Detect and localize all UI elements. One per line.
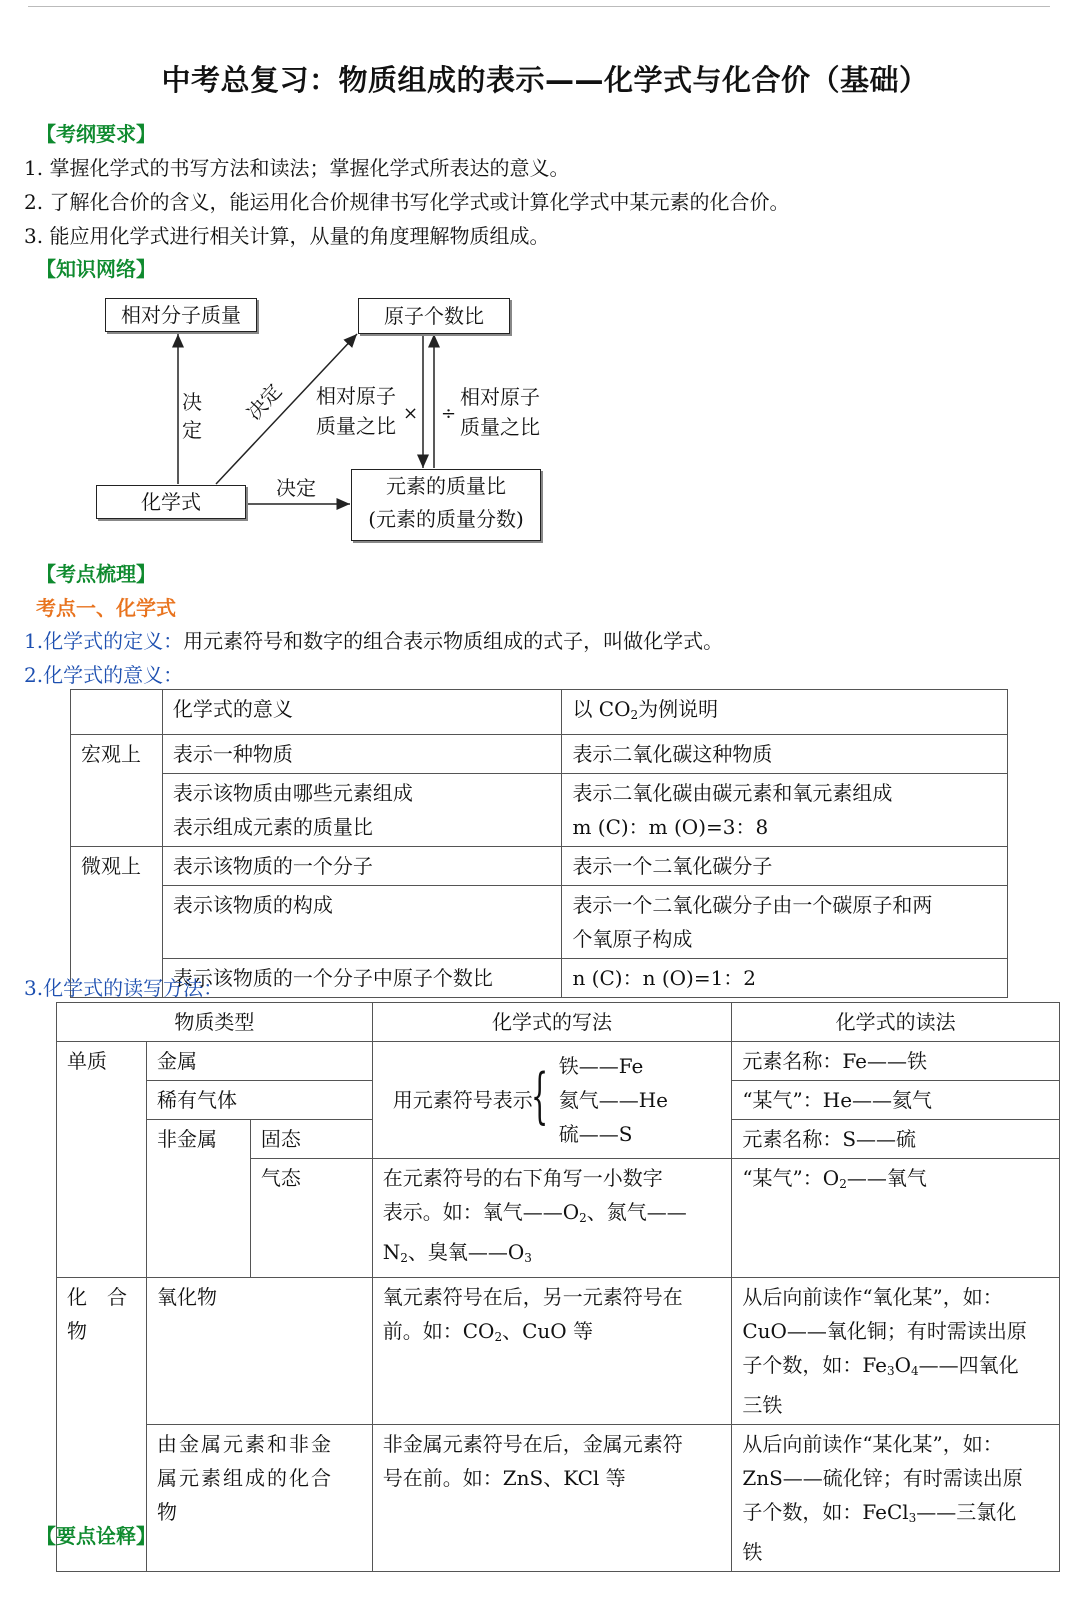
- table-row: [71, 690, 1008, 735]
- page-title: 中考总复习：物质组成的表示——化学式与化合价（基础）: [161, 63, 929, 97]
- definition-heading: 1.化学式的定义：: [24, 629, 184, 653]
- label-multiply-line1: 相对原子: [316, 384, 396, 408]
- definition-text: 用元素符号和数字的组合表示物质组成的式子，叫做化学式。: [183, 629, 724, 653]
- simple-label: 单质: [57, 1042, 147, 1278]
- table-cell: 表示该物质的一个分子中原子个数比: [162, 959, 562, 998]
- readwrite-table: [56, 1002, 1060, 1572]
- example-header: 以 CO2为例说明: [562, 690, 1008, 735]
- noble-label: 稀有气体: [146, 1081, 372, 1120]
- box-element-mass-ratio: [351, 469, 541, 541]
- metal-nonmetal-label: 由金属元素和非金 属元素组成的化合 物: [146, 1425, 372, 1572]
- readwrite-heading: 3.化学式的读写方法：: [24, 976, 224, 1000]
- header-write: 化学式的写法: [372, 1003, 732, 1042]
- oxide-label: 氧化物: [146, 1278, 372, 1425]
- section-outline: 【考纲要求】: [36, 122, 156, 146]
- element-mass-ratio-line2: (元素的质量分数): [368, 507, 524, 531]
- table-row: [57, 1003, 1060, 1042]
- symbol-representation: 用元素符号表示 { 铁——Fe 氦气——He 硫——S: [372, 1042, 732, 1159]
- read-he: “某气”：He——氦气: [732, 1081, 1060, 1120]
- label-multiply-line2: 质量之比: [316, 414, 396, 438]
- table-row: [71, 847, 1008, 886]
- table-row: [57, 1042, 1060, 1081]
- metal-nonmetal-write: 非金属元素符号在后，金属元素符 号在前。如：ZnS、KCl 等: [372, 1425, 732, 1572]
- box-relative-molecular-mass: 相对分子质量: [105, 298, 257, 332]
- table-cell: 表示二氧化碳由碳元素和氧元素组成 m (C)：m (O)=3：8: [562, 774, 1008, 847]
- label-divide-line2: 质量之比: [460, 415, 540, 439]
- gas-write: 在元素符号的右下角写一小数字 表示。如：氧气——O2、氮气—— N2、臭氧——O3: [372, 1159, 732, 1278]
- knowledge-diagram-arrows: [0, 0, 1090, 560]
- multiply-sign: ×: [403, 403, 419, 424]
- requirement-1: 1. 掌握化学式的书写方法和读法；掌握化学式所表达的意义。: [24, 156, 570, 180]
- requirement-3: 3. 能应用化学式进行相关计算，从量的角度理解物质组成。: [24, 224, 550, 248]
- read-o2: “某气”：O2——氧气: [732, 1159, 1060, 1278]
- oxide-write: 氧元素符号在后，另一元素符号在 前。如：CO2、CuO 等: [372, 1278, 732, 1425]
- meaning-heading: 2.化学式的意义：: [24, 663, 184, 687]
- label-decide-diagonal: 决定: [241, 379, 287, 425]
- micro-label: 微观上: [71, 847, 163, 998]
- label-decide-vertical-1: 决: [182, 390, 202, 414]
- table-row: [57, 1425, 1060, 1572]
- meaning-table: [70, 689, 1008, 998]
- box-chemical-formula: 化学式: [96, 485, 246, 519]
- table-cell: n (C)：n (O)=1：2: [562, 959, 1008, 998]
- requirement-2: 2. 了解化合价的含义，能运用化合价规律书写化学式或计算化学式中某元素的化合价。: [24, 190, 790, 214]
- table-cell: 表示该物质的一个分子: [162, 847, 562, 886]
- oxide-read: 从后向前读作“氧化某”，如： CuO——氧化铜；有时需读出原 子个数，如：Fe3O4——四氧化 三铁: [732, 1278, 1060, 1425]
- solid-label: 固态: [250, 1120, 372, 1159]
- meaning-header: 化学式的意义: [162, 690, 562, 735]
- table-cell: 表示二氧化碳这种物质: [562, 735, 1008, 774]
- read-s: 元素名称：S——硫: [732, 1120, 1060, 1159]
- table-row: [71, 735, 1008, 774]
- table-cell: 表示一个二氧化碳分子由一个碳原子和两 个氧原子构成: [562, 886, 1008, 959]
- section-notes: 【要点诠释】: [36, 1524, 156, 1548]
- metal-label: 金属: [146, 1042, 372, 1081]
- table-cell: 表示该物质由哪些元素组成 表示组成元素的质量比: [162, 774, 562, 847]
- nonmetal-label: 非金属: [146, 1120, 250, 1278]
- metal-nonmetal-read: 从后向前读作“某化某”，如： ZnS——硫化锌；有时需读出原 子个数，如：FeCl3——三氯化 铁: [732, 1425, 1060, 1572]
- macro-label: 宏观上: [71, 735, 163, 847]
- label-divide-line1: 相对原子: [460, 385, 540, 409]
- table-cell: 表示一个二氧化碳分子: [562, 847, 1008, 886]
- definition-line: [24, 625, 723, 654]
- box-atom-count-ratio: 原子个数比: [358, 298, 510, 334]
- gas-label: 气态: [250, 1159, 372, 1278]
- table-row: [57, 1278, 1060, 1425]
- compound-label: 化 合 物: [57, 1278, 147, 1572]
- section-network: 【知识网络】: [36, 257, 156, 281]
- table-cell: 表示该物质的构成: [162, 886, 562, 959]
- header-read: 化学式的读法: [732, 1003, 1060, 1042]
- brace-icon: {: [530, 1061, 548, 1131]
- point1-heading: 考点一、化学式: [36, 596, 176, 620]
- table-row: [71, 774, 1008, 847]
- section-points: 【考点梳理】: [36, 562, 156, 586]
- table-cell: [71, 690, 163, 735]
- label-decide-vertical-2: 定: [182, 418, 202, 442]
- label-decide-horizontal: 决定: [276, 476, 316, 500]
- header-type: 物质类型: [57, 1003, 373, 1042]
- table-cell: 表示一种物质: [162, 735, 562, 774]
- read-fe: 元素名称：Fe——铁: [732, 1042, 1060, 1081]
- divide-sign: ÷: [441, 403, 457, 424]
- element-mass-ratio-line1: 元素的质量比: [386, 474, 506, 498]
- table-row: [71, 886, 1008, 959]
